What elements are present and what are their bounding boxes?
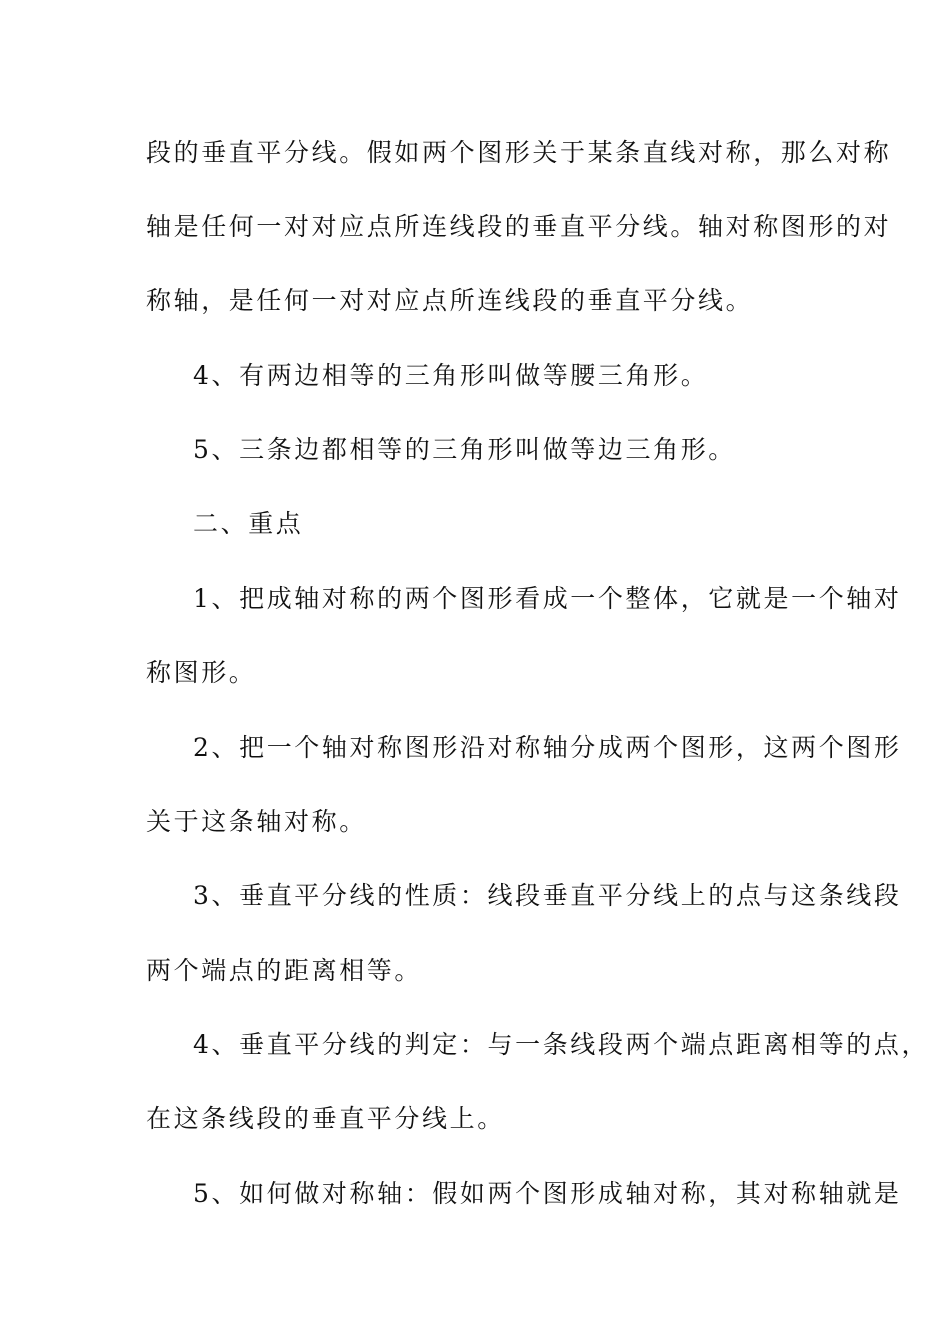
text-line-1: 段的垂直平分线。假如两个图形关于某条直线对称，那么对称 [146, 138, 892, 167]
key-point-4-line-1: 4、垂直平分线的判定：与一条线段两个端点距离相等的点， [193, 1030, 930, 1059]
key-point-1-line-1: 1、把成轴对称的两个图形看成一个整体，它就是一个轴对 [193, 584, 902, 613]
key-point-3-line-1: 3、垂直平分线的性质：线段垂直平分线上的点与这条线段 [193, 881, 902, 910]
key-point-2-line-1: 2、把一个轴对称图形沿对称轴分成两个图形，这两个图形 [193, 733, 902, 762]
text-line-2: 轴是任何一对对应点所连线段的垂直平分线。轴对称图形的对 [146, 212, 892, 241]
key-point-3-line-2: 两个端点的距离相等。 [146, 956, 423, 985]
key-point-5-line-1: 5、如何做对称轴：假如两个图形成轴对称，其对称轴就是 [193, 1179, 902, 1208]
list-item-4-isosceles: 4、有两边相等的三角形叫做等腰三角形。 [193, 361, 709, 390]
section-heading-key-points: 二、重点 [193, 509, 304, 538]
text-line-3: 称轴，是任何一对对应点所连线段的垂直平分线。 [146, 286, 754, 315]
key-point-4-line-2: 在这条线段的垂直平分线上。 [146, 1104, 505, 1133]
key-point-2-line-2: 关于这条轴对称。 [146, 807, 367, 836]
list-item-5-equilateral: 5、三条边都相等的三角形叫做等边三角形。 [193, 435, 736, 464]
key-point-1-line-2: 称图形。 [146, 658, 257, 687]
